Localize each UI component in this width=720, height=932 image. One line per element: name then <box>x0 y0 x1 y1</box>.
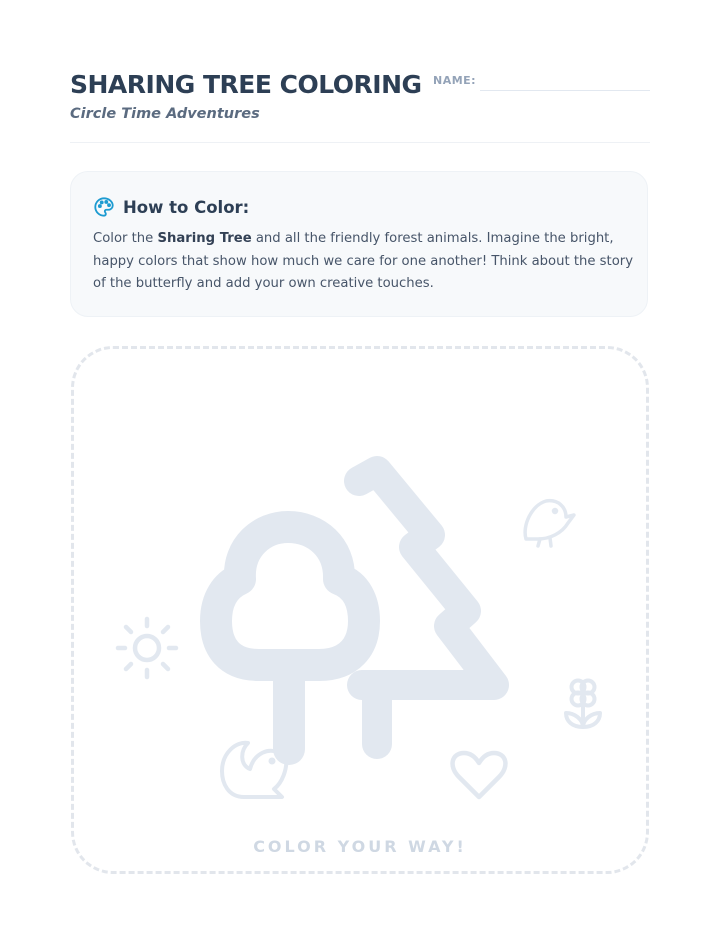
instructions-text <box>93 228 633 296</box>
palette-icon <box>93 196 115 218</box>
instructions-text-start: Color the <box>93 231 158 246</box>
instructions-box <box>70 171 648 317</box>
header-divider <box>70 142 650 143</box>
instructions-title: How to Color: <box>123 197 250 217</box>
pine-tree-icon <box>359 471 494 744</box>
heart-icon <box>453 753 506 797</box>
instructions-text-end: and all the friendly forest animals. Imagine the bright, happy colors that show how much we care for one another! Think about the story of the butterfly and add your own creative touches. <box>93 231 634 291</box>
instructions-text-bold: Sharing Tree <box>157 231 252 246</box>
page-subtitle: Circle Time Adventures <box>70 106 260 122</box>
flower-icon <box>566 681 600 728</box>
coloring-footer-text: COLOR YOUR WAY! <box>253 837 467 856</box>
page-title: SHARING TREE COLORING <box>70 70 422 99</box>
name-label: NAME: <box>433 74 477 87</box>
coloring-art <box>74 349 646 871</box>
coloring-area[interactable] <box>71 346 649 874</box>
instructions-heading <box>93 196 249 218</box>
round-tree-icon <box>216 527 364 749</box>
name-field-line[interactable] <box>480 90 650 91</box>
bird-icon <box>525 501 574 546</box>
sun-icon <box>118 619 176 677</box>
worksheet-header <box>70 66 650 142</box>
squirrel-icon <box>222 743 286 797</box>
